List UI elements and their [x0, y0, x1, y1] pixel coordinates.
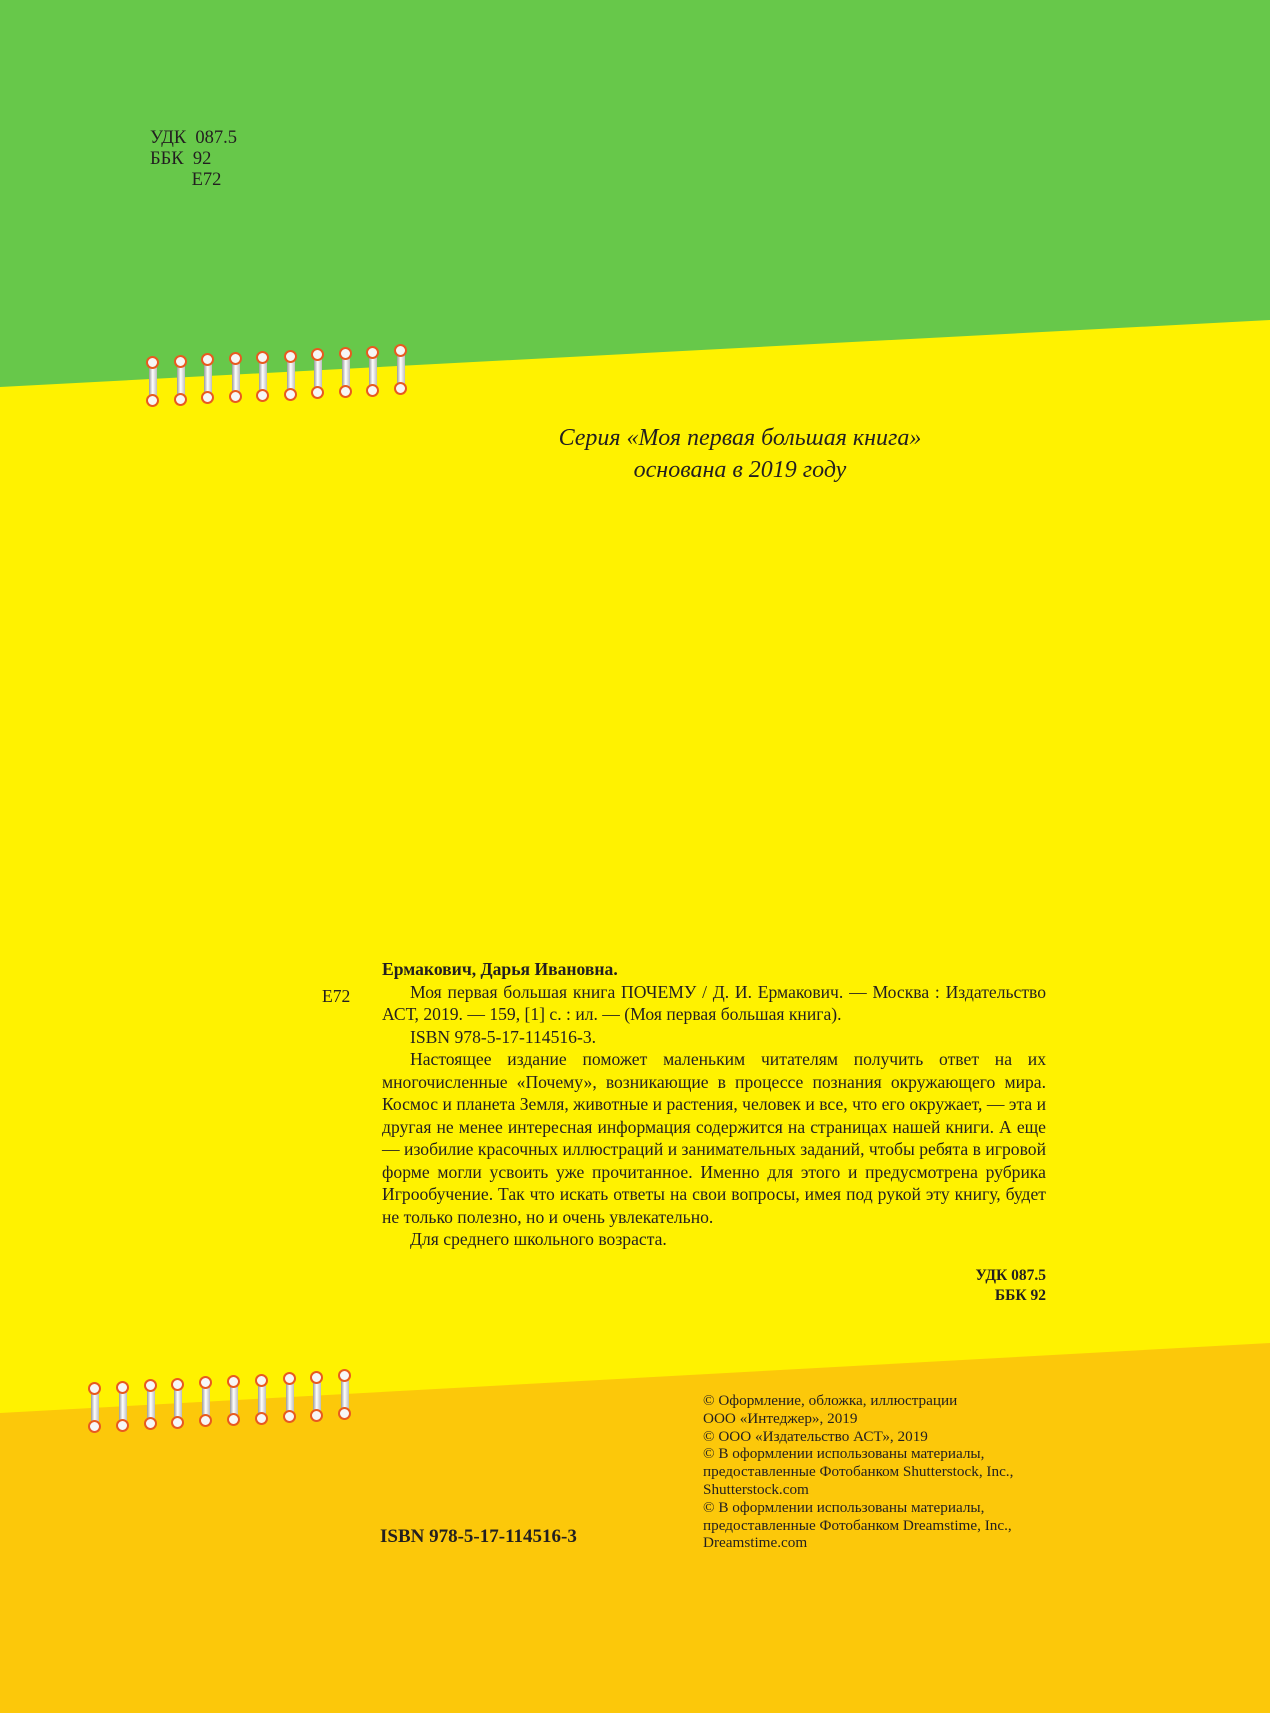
author-sign: Е72: [150, 170, 222, 190]
spiral-ring: [366, 384, 379, 397]
spiral-ring: [339, 347, 352, 360]
copyright-line: ООО «Интеджер», 2019: [703, 1409, 858, 1427]
copyright-block: [703, 1392, 1083, 1552]
copyright-line: предоставленные Фотобанком Dreamstime, Inc.,: [703, 1516, 1012, 1534]
copyright-line: © В оформлении использованы материалы,: [703, 1498, 985, 1516]
copyright-line: Shutterstock.com: [703, 1480, 809, 1498]
spiral-ring: [88, 1420, 101, 1433]
series-title: Серия «Моя первая большая книга»: [558, 425, 922, 451]
udk-code-bold: УДК 087.5: [975, 1267, 1046, 1284]
spiral-ring: [146, 394, 159, 407]
spiral-ring: [174, 355, 187, 368]
age-note: Для среднего школьного возраста.: [410, 1229, 667, 1249]
spiral-ring: [283, 1372, 296, 1385]
catalog-record: [382, 958, 1046, 1251]
spiral-ring: [88, 1382, 101, 1395]
bbk-code: ББК 92: [150, 149, 212, 169]
annotation: Настоящее издание поможет маленьким читателям получить ответ на их многочисленные «Почему», возникающие в процессе познания окружающего мира. Космос и планета Земля, животные и растения, человек и все, что его окружает, — эта и другая не менее интересная информация содержится на страницах нашей книги. А еще — изобилие красочных иллюстраций и занимательных заданий, чтобы ребята в игровой форме могли усвоить уже прочитанное. Именно для этого и предусмотрена рубрика Игрообучение. Так что искать ответы на свои вопросы, имея под рукой эту книгу, будет не только полезно, но и очень увлекательно.: [382, 1049, 1046, 1227]
spiral-ring: [284, 350, 297, 363]
bbk-code-bold: ББК 92: [994, 1287, 1046, 1304]
spiral-ring: [339, 385, 352, 398]
series-founded: основана в 2019 году: [633, 457, 847, 483]
spiral-ring: [255, 1412, 268, 1425]
spiral-ring: [229, 390, 242, 403]
spiral-ring: [146, 356, 159, 369]
copyright-line: © Оформление, обложка, иллюстрации: [703, 1392, 958, 1409]
spiral-ring: [144, 1417, 157, 1430]
spiral-ring: [283, 1410, 296, 1423]
spiral-ring: [229, 352, 242, 365]
spiral-ring: [227, 1375, 240, 1388]
spiral-ring: [116, 1419, 129, 1432]
spiral-ring: [394, 344, 407, 357]
isbn-line: ISBN 978-5-17-114516-3.: [410, 1026, 597, 1047]
series-note: [440, 422, 1040, 486]
spiral-ring: [174, 393, 187, 406]
copyright-line: © В оформлении использованы материалы,: [703, 1445, 985, 1463]
spiral-ring: [366, 346, 379, 359]
spiral-ring: [116, 1381, 129, 1394]
catalog-codes: [976, 1266, 1046, 1306]
copyright-line: © ООО «Издательство АСТ», 2019: [703, 1427, 928, 1445]
isbn-bottom: ISBN 978-5-17-114516-3: [380, 1526, 577, 1547]
spiral-ring: [144, 1379, 157, 1392]
udk-code: УДК 087.5: [150, 128, 238, 148]
book-description: Моя первая большая книга ПОЧЕМУ / Д. И. Ермакович. — Москва : Издательство АСТ, 2019. — 159, [1] с. : ил. — (Моя первая большая книга).: [382, 981, 1046, 1024]
catalog-code: Е72: [322, 986, 351, 1006]
spiral-ring: [256, 389, 269, 402]
spiral-ring: [394, 382, 407, 395]
spiral-ring: [284, 388, 297, 401]
copyright-line: Dreamstime.com: [703, 1534, 808, 1552]
spiral-ring: [227, 1413, 240, 1426]
spiral-ring: [256, 351, 269, 364]
classification-codes: [150, 128, 237, 191]
author-name: Ермакович, Дарья Ивановна.: [382, 959, 618, 979]
copyright-line: предоставленные Фотобанком Shutterstock, Inc.,: [703, 1463, 1014, 1481]
spiral-ring: [255, 1374, 268, 1387]
green-band: [0, 0, 1270, 387]
